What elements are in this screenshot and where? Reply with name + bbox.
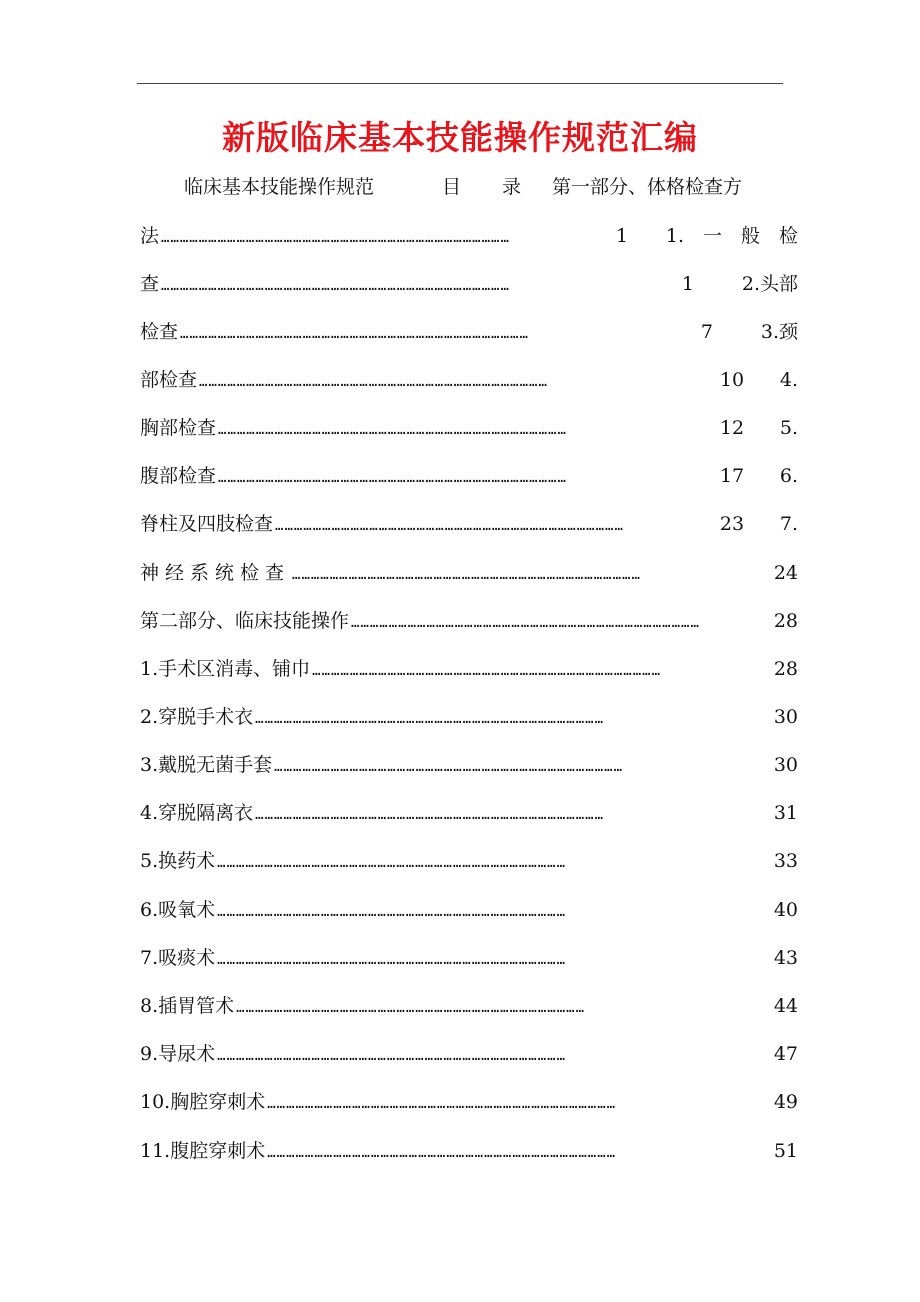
toc-entry-label: 1.手术区消毒、铺巾 xyxy=(140,658,311,680)
toc-entry-label: 部检查 xyxy=(140,369,198,391)
toc-entry[interactable] xyxy=(140,269,798,299)
toc-entry-leader: ………………………………………………………………………………………………… xyxy=(161,278,510,294)
toc-entry-label: 11.腹腔穿刺术 xyxy=(140,1140,266,1162)
toc-intro xyxy=(184,172,784,202)
toc-entry-page: 40 xyxy=(773,899,798,921)
toc-entry-page: 24 xyxy=(773,562,798,584)
toc-entry-page: 30 xyxy=(773,754,798,776)
toc-entry[interactable] xyxy=(140,558,798,588)
toc-entry-next-heading: 6. xyxy=(779,465,798,487)
toc-entry-label: 8.插胃管术 xyxy=(140,995,235,1017)
toc-entry-label: 神经系统检查 xyxy=(140,562,291,584)
toc-entry[interactable] xyxy=(140,798,798,828)
toc-entry-page: 30 xyxy=(773,706,798,728)
toc-entry-page: 49 xyxy=(773,1091,798,1113)
toc-entry-page: 33 xyxy=(773,850,798,872)
toc-entry-label: 腹部检查 xyxy=(140,465,217,487)
toc-entry-page: 43 xyxy=(773,947,798,969)
toc-entry-label: 2.穿脱手术衣 xyxy=(140,706,254,728)
toc-entry[interactable] xyxy=(140,509,798,539)
toc-entry-page: 7 xyxy=(700,321,713,343)
toc-entry-page: 28 xyxy=(773,610,798,632)
toc-entry[interactable] xyxy=(140,1039,798,1069)
toc-entry-leader: ………………………………………………………………………………………………… xyxy=(217,855,567,871)
toc-entry-label: 第二部分、临床技能操作 xyxy=(140,610,350,632)
toc-entry-next-heading: 2.头部 xyxy=(741,273,798,295)
toc-entry-page: 23 xyxy=(719,513,745,535)
toc-entry-leader: ………………………………………………………………………………………………… xyxy=(218,422,567,438)
toc-entry-label: 4.穿脱隔离衣 xyxy=(140,802,254,824)
toc-entry-leader: ………………………………………………………………………………………………… xyxy=(255,807,605,823)
toc-entry-leader: ………………………………………………………………………………………………… xyxy=(180,326,529,342)
toc-lu: 录 xyxy=(502,176,522,198)
toc-entry[interactable] xyxy=(140,846,798,876)
toc-entry[interactable] xyxy=(140,317,798,347)
toc-entry-page: 51 xyxy=(773,1140,798,1162)
toc-entry-leader: ………………………………………………………………………………………………… xyxy=(218,470,567,486)
toc-entry-label: 胸部检查 xyxy=(140,417,217,439)
toc-entry-label: 5.换药术 xyxy=(140,850,216,872)
toc-entry-page: 17 xyxy=(719,465,745,487)
toc-entry-next-heading: 7. xyxy=(779,513,798,535)
toc-heading: 临床基本技能操作规范 xyxy=(184,176,375,198)
toc-entry[interactable] xyxy=(140,750,798,780)
toc-entry-page: 28 xyxy=(773,658,798,680)
toc-entry-page: 31 xyxy=(773,802,798,824)
toc-entry-label: 3.戴脱无菌手套 xyxy=(140,754,273,776)
toc-entry[interactable] xyxy=(140,365,798,395)
toc-entry-label: 查 xyxy=(140,273,160,295)
toc-entry-leader: ………………………………………………………………………………………………… xyxy=(351,615,700,631)
toc-entry-label: 检查 xyxy=(140,321,179,343)
toc-entry[interactable] xyxy=(140,991,798,1021)
toc-entry-label: 脊柱及四肢检查 xyxy=(140,513,274,535)
toc-mu: 目 xyxy=(442,176,462,198)
toc-entry[interactable] xyxy=(140,413,798,443)
toc-entry-label: 6.吸氧术 xyxy=(140,899,216,921)
toc-entry[interactable] xyxy=(140,1136,798,1166)
toc-entry-leader: ………………………………………………………………………………………………… xyxy=(312,663,662,679)
toc-entry-label: 9.导尿术 xyxy=(140,1043,216,1065)
toc-part-one-heading: 第一部分、体格检查方 xyxy=(552,176,743,198)
toc-entry-page: 1 xyxy=(681,273,694,295)
toc-entry[interactable] xyxy=(140,461,798,491)
toc-entry-leader: ………………………………………………………………………………………………… xyxy=(274,759,624,775)
header-rule xyxy=(137,83,783,84)
toc-entry-page: 10 xyxy=(719,369,745,391)
toc-entry[interactable] xyxy=(140,943,798,973)
toc-entry-leader: ………………………………………………………………………………………………… xyxy=(267,1145,617,1161)
toc-entry-label: 7.吸痰术 xyxy=(140,947,216,969)
toc-entry-leader: ………………………………………………………………………………………………… xyxy=(255,711,605,727)
toc-entry-next-heading: 5. xyxy=(779,417,798,439)
toc-entry-leader: ………………………………………………………………………………………………… xyxy=(217,1048,567,1064)
toc-entry-leader: ………………………………………………………………………………………………… xyxy=(267,1096,617,1112)
toc-entry-page: 47 xyxy=(773,1043,798,1065)
toc-entry-leader: ………………………………………………………………………………………………… xyxy=(236,1000,586,1016)
toc-entry-next-heading: 4. xyxy=(779,369,798,391)
toc-entry[interactable] xyxy=(140,606,798,636)
toc-entry-leader: ………………………………………………………………………………………………… xyxy=(292,567,641,583)
toc-entry-label: 法 xyxy=(140,225,160,247)
toc-entry-page: 12 xyxy=(719,417,745,439)
toc-entry-leader: ………………………………………………………………………………………………… xyxy=(217,904,567,920)
document-title: 新版临床基本技能操作规范汇编 xyxy=(222,118,698,157)
toc-entry-leader: ………………………………………………………………………………………………… xyxy=(199,374,548,390)
toc-entry-next-heading: 1. 一 般 检 xyxy=(665,225,798,247)
toc-entry[interactable] xyxy=(140,221,798,251)
toc-entry[interactable] xyxy=(140,654,798,684)
toc-entry-leader: ………………………………………………………………………………………………… xyxy=(217,952,567,968)
toc-entry-label: 10.胸腔穿刺术 xyxy=(140,1091,266,1113)
toc-entry[interactable] xyxy=(140,895,798,925)
toc-entry[interactable] xyxy=(140,702,798,732)
toc-entry-leader: ………………………………………………………………………………………………… xyxy=(275,518,624,534)
toc-entry-page: 44 xyxy=(773,995,798,1017)
toc-entry[interactable] xyxy=(140,1087,798,1117)
toc-entry-page: 1 xyxy=(615,225,628,247)
toc-entry-next-heading: 3.颈 xyxy=(760,321,798,343)
toc-entry-leader: ………………………………………………………………………………………………… xyxy=(161,230,510,246)
